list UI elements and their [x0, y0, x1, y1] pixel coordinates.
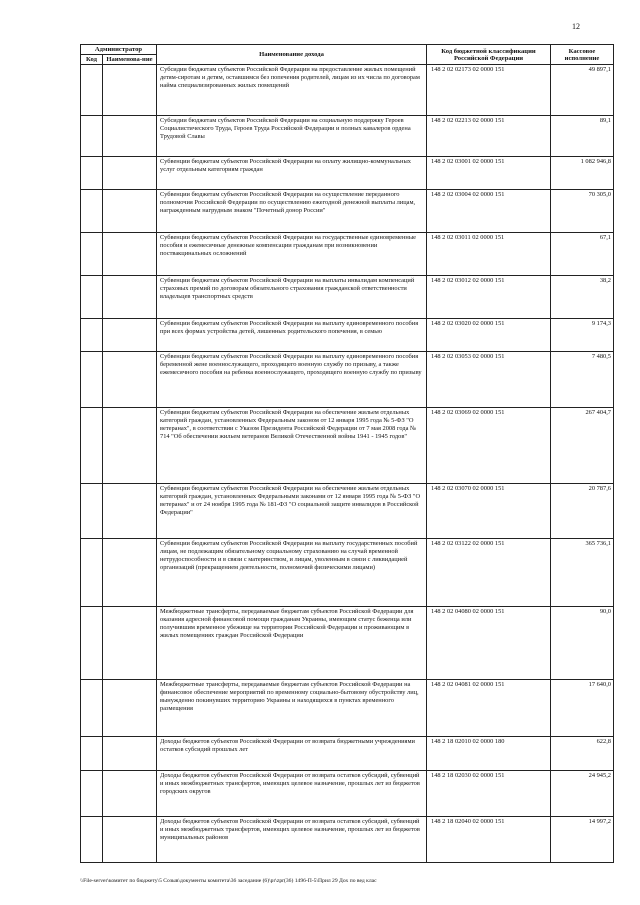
admin-name-cell — [103, 408, 157, 484]
table-row — [81, 680, 614, 737]
cash-execution-cell: 9 174,3 — [551, 319, 614, 352]
cash-execution-cell: 1 082 946,8 — [551, 157, 614, 190]
admin-code-cell — [81, 116, 103, 157]
administrator-header: Администратор — [81, 45, 157, 55]
table-row — [81, 737, 614, 771]
classification-code-cell: 148 2 02 04080 02 0000 151 — [427, 607, 551, 680]
income-name-cell: Субвенции бюджетам субъектов Российской Федерации на выплату единовременного пособия при всех формах устройства детей, лишенных родительского попечения, в семью — [157, 319, 427, 352]
admin-name-cell — [103, 319, 157, 352]
classification-code-cell: 148 2 02 04081 02 0000 151 — [427, 680, 551, 737]
cash-execution-cell: 622,8 — [551, 737, 614, 771]
admin-name-cell — [103, 607, 157, 680]
admin-name-cell — [103, 65, 157, 116]
admin-code-cell — [81, 352, 103, 408]
table-row — [81, 276, 614, 319]
income-name-cell: Межбюджетные трансферты, передаваемые бюджетам субъектов Российской Федерации на финансовое обеспечение мероприятий по временному социально-бытовому обустройству лиц, вынужденно покинувших территорию Украины и находящихся в пунктах временного размещения — [157, 680, 427, 737]
classification-code-cell: 148 2 18 02030 02 0000 151 — [427, 771, 551, 817]
income-name-cell: Субвенции бюджетам субъектов Российской Федерации на выплаты инвалидам компенсаций страховых премий по договорам обязательного страхования гражданской ответственности владельцев транспортных средств — [157, 276, 427, 319]
classification-code-cell: 148 2 02 02213 02 0000 151 — [427, 116, 551, 157]
page-number: 12 — [572, 22, 580, 31]
admin-name-header: Наименова-ние — [103, 55, 157, 65]
admin-code-cell — [81, 817, 103, 863]
income-name-cell: Доходы бюджетов субъектов Российской Федерации от возврата остатков субсидий, субвенций и иных межбюджетных трансфертов, имеющих целевое назначение, прошлых лет из бюджетов городских округов — [157, 771, 427, 817]
cash-execution-cell: 89,1 — [551, 116, 614, 157]
admin-name-cell — [103, 539, 157, 607]
table-row — [81, 319, 614, 352]
admin-name-cell — [103, 484, 157, 539]
classification-code-cell: 148 2 02 03122 02 0000 151 — [427, 539, 551, 607]
classification-code-cell: 148 2 02 03053 02 0000 151 — [427, 352, 551, 408]
admin-code-cell — [81, 319, 103, 352]
admin-name-cell — [103, 771, 157, 817]
admin-name-cell — [103, 190, 157, 233]
classification-code-cell: 148 2 02 03020 02 0000 151 — [427, 319, 551, 352]
admin-name-cell — [103, 276, 157, 319]
admin-code-cell — [81, 607, 103, 680]
table-row — [81, 116, 614, 157]
classification-code-cell: 148 2 18 02040 02 0000 151 — [427, 817, 551, 863]
classification-code-cell: 148 2 02 03004 02 0000 151 — [427, 190, 551, 233]
cash-execution-cell: 67,1 — [551, 233, 614, 276]
classification-code-cell: 148 2 02 03011 02 0000 151 — [427, 233, 551, 276]
admin-code-cell — [81, 65, 103, 116]
cash-execution-cell: 7 480,5 — [551, 352, 614, 408]
table-row — [81, 157, 614, 190]
income-name-cell: Межбюджетные трансферты, передаваемые бюджетам субъектов Российской Федерации для оказания адресной финансовой помощи гражданам Украины, имеющим статус беженца или получившим временное убежище на территории Российской Федерации и проживающим в жилых помещениях граждан Российской Федерации — [157, 607, 427, 680]
cash-execution-cell: 38,2 — [551, 276, 614, 319]
admin-name-cell — [103, 157, 157, 190]
admin-code-header: Код — [81, 55, 103, 65]
income-name-header: Наименование дохода — [157, 45, 427, 65]
table-row — [81, 352, 614, 408]
table-row — [81, 539, 614, 607]
cash-execution-cell: 17 640,0 — [551, 680, 614, 737]
classification-code-cell: 148 2 02 02173 02 0000 151 — [427, 65, 551, 116]
table-row — [81, 484, 614, 539]
income-name-cell: Субвенции бюджетам субъектов Российской Федерации на государственные единовременные пособия и ежемесячные денежные компенсации гражданам при возникновении поствакцинальных осложнений — [157, 233, 427, 276]
cash-execution-cell: 14 997,2 — [551, 817, 614, 863]
table-row — [81, 233, 614, 276]
admin-name-cell — [103, 817, 157, 863]
admin-code-cell — [81, 539, 103, 607]
cash-execution-header: Кассовое исполнение — [551, 45, 614, 65]
cash-execution-cell: 267 404,7 — [551, 408, 614, 484]
cash-execution-cell: 90,0 — [551, 607, 614, 680]
income-name-cell: Доходы бюджетов субъектов Российской Федерации от возврата остатков субсидий, субвенций и иных межбюджетных трансфертов, имеющих целевое назначение, прошлых лет из бюджетов муниципальных районов — [157, 817, 427, 863]
admin-code-cell — [81, 408, 103, 484]
cash-execution-cell: 70 305,0 — [551, 190, 614, 233]
admin-code-cell — [81, 157, 103, 190]
table-row — [81, 190, 614, 233]
classification-code-cell: 148 2 02 03070 02 0000 151 — [427, 484, 551, 539]
classification-code-header: Код бюджетной классификации Российской Федерации — [427, 45, 551, 65]
income-name-cell: Доходы бюджетов субъектов Российской Федерации от возврата бюджетными учреждениями остатков субсидий прошлых лет — [157, 737, 427, 771]
admin-name-cell — [103, 680, 157, 737]
table-row — [81, 817, 614, 863]
admin-name-cell — [103, 352, 157, 408]
table-row — [81, 607, 614, 680]
income-name-cell: Субвенции бюджетам субъектов Российской Федерации на выплату государственных пособий лицам, не подлежащим обязательному социальному страхованию на случай временной нетрудоспособности и в связи с материнством, и лицам, уволенным в связи с ликвидацией организаций (прекращением деятельности, полномочий физическими лицами) — [157, 539, 427, 607]
table-row — [81, 65, 614, 116]
cash-execution-cell: 365 736,1 — [551, 539, 614, 607]
admin-code-cell — [81, 276, 103, 319]
admin-code-cell — [81, 233, 103, 276]
admin-code-cell — [81, 484, 103, 539]
cash-execution-cell: 49 897,1 — [551, 65, 614, 116]
income-table — [80, 44, 614, 863]
cash-execution-cell: 20 787,6 — [551, 484, 614, 539]
table-row — [81, 771, 614, 817]
table-row — [81, 408, 614, 484]
classification-code-cell: 148 2 02 03012 02 0000 151 — [427, 276, 551, 319]
classification-code-cell: 148 2 02 03001 02 0000 151 — [427, 157, 551, 190]
income-name-cell: Субвенции бюджетам субъектов Российской Федерации на выплату единовременного пособия беременной жене военнослужащего, проходящего военную службу по призыву, а также ежемесячного пособия на ребенка военнослужащего, проходящего военную службу по призыву — [157, 352, 427, 408]
admin-code-cell — [81, 680, 103, 737]
income-name-cell: Субвенции бюджетам субъектов Российской Федерации на осуществление переданного полномочия Российской Федерации по осуществлению ежегодной денежной выплаты лицам, награжденным нагрудным знаком "Почетный донор России" — [157, 190, 427, 233]
admin-code-cell — [81, 190, 103, 233]
income-name-cell: Субсидии бюджетам субъектов Российской Федерации на предоставление жилых помещений детям-сиротам и детям, оставшимся без попечения родителей, лицам из их числа по договорам найма специализированных жилых помещений — [157, 65, 427, 116]
classification-code-cell: 148 2 02 03069 02 0000 151 — [427, 408, 551, 484]
admin-code-cell — [81, 771, 103, 817]
income-name-cell: Субвенции бюджетам субъектов Российской Федерации на обеспечение жильем отдельных категорий граждан, установленных Федеральными законами от 12 января 1995 года № 5-ФЗ "О ветеранах" и от 24 ноября 1995 года № 181-ФЗ "О социальной защите инвалидов в Российской Федерации" — [157, 484, 427, 539]
classification-code-cell: 148 2 18 02010 02 0000 180 — [427, 737, 551, 771]
cash-execution-cell: 24 945,2 — [551, 771, 614, 817]
admin-name-cell — [103, 737, 157, 771]
admin-name-cell — [103, 116, 157, 157]
income-name-cell: Субвенции бюджетам субъектов Российской Федерации на оплату жилищно-коммунальных услуг отдельным категориям граждан — [157, 157, 427, 190]
income-name-cell: Субвенции бюджетам субъектов Российской Федерации на обеспечение жильем отдельных категорий граждан, установленных Федеральным законом от 12 января 1995 года № 5-ФЗ "О ветеранах", в соответствии с Указом Президента Российской Федерации от 7 мая 2008 года № 714 "Об обеспечении жильем ветеранов Великой Отечественной войны 1941 - 1945 годов" — [157, 408, 427, 484]
file-path-footer: \\File-server\комитет по бюджету\5 Созыв\документы комитета\36 заседание (6)\pr\zpr(36) 1496-П-5\Прил 29 Дох по вед клас — [80, 878, 377, 884]
income-name-cell: Субсидии бюджетам субъектов Российской Федерации на социальную поддержку Героев Социалистического Труда, Героев Труда Российской Федерации и полных кавалеров ордена Трудовой Славы — [157, 116, 427, 157]
admin-name-cell — [103, 233, 157, 276]
admin-code-cell — [81, 737, 103, 771]
